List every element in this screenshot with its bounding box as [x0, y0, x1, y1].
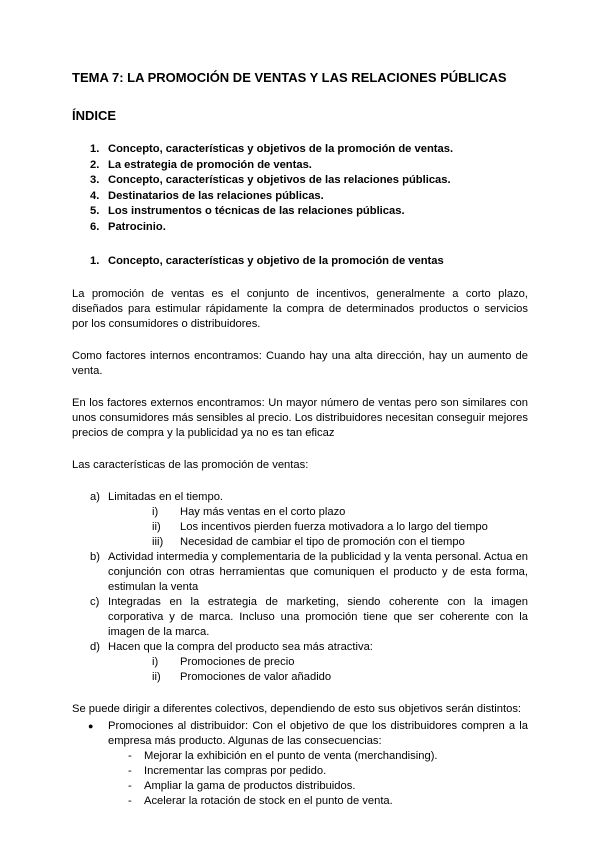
bullet-item [72, 719, 528, 809]
toc-text: La estrategia de promoción de ventas. [108, 158, 312, 171]
sub-list-item [108, 670, 528, 685]
bullet-icon: ● [88, 721, 94, 731]
dash-marker: - [128, 765, 132, 777]
toc-number: 3. [90, 174, 100, 186]
dash-text: Mejorar la exhibición en el punto de venta (merchandising). [144, 750, 438, 762]
sub-list-item [108, 655, 528, 670]
toc-item [72, 142, 528, 158]
list-marker: b) [90, 551, 100, 563]
sub-list-marker: i) [152, 656, 159, 668]
toc-text: Concepto, características y objetivos de la promoción de ventas. [108, 143, 454, 155]
toc-item [72, 158, 528, 174]
section-number: 1. [90, 255, 100, 267]
dash-marker: - [128, 750, 132, 762]
list-text: Limitadas en el tiempo. [108, 491, 224, 503]
sub-list-item [108, 505, 528, 520]
toc-number: 2. [90, 158, 100, 171]
toc-item [72, 204, 528, 220]
targets-list [72, 719, 528, 809]
paragraph-internal-factors: Como factores internos encontramos: Cuando hay una alta dirección, hay un aumento de venta. [72, 350, 528, 377]
dash-marker: - [128, 780, 132, 792]
index-heading: ÍNDICE [72, 108, 117, 123]
list-marker: d) [90, 641, 100, 653]
sub-list-text: Hay más ventas en el corto plazo [180, 506, 346, 518]
toc-item [72, 220, 528, 236]
toc-text: Destinatarios de las relaciones públicas. [108, 189, 324, 202]
toc-text: Concepto, características y objetivos de las relaciones públicas. [108, 174, 451, 186]
dash-marker: - [128, 795, 132, 807]
toc-number: 6. [90, 220, 100, 233]
list-text: Integradas en la estrategia de marketing, siendo coherente con la imagen corporativa y de marca. Incluso una promoción tiene que ser coherente con la imagen de la marca. [108, 596, 528, 638]
paragraph-characteristics-intro: Las características de las promoción de ventas: [72, 459, 309, 471]
section-heading [72, 253, 528, 269]
list-item [72, 550, 528, 595]
characteristics-list [72, 490, 528, 685]
sub-list [108, 655, 528, 685]
table-of-contents [72, 142, 528, 235]
document-title: TEMA 7: LA PROMOCIÓN DE VENTAS Y LAS RELACIONES PÚBLICAS [72, 70, 507, 85]
toc-number: 5. [90, 205, 100, 217]
sub-list-text: Promociones de precio [180, 656, 295, 668]
list-item [72, 490, 528, 550]
toc-item [72, 189, 528, 205]
toc-item [72, 173, 528, 189]
paragraph-external-factors: En los factores externos encontramos: Un mayor número de ventas pero son similares con unos consumidores más sensibles al precio. Los distribuidores necesitan conseguir mejores precios de compra y la publicidad ya no es tan eficaz [72, 397, 528, 439]
paragraph-definition: La promoción de ventas es el conjunto de incentivos, generalmente a corto plazo, diseñados para estimular rápidamente la compra de determinados productos o servicios por los consumidores o distribuidores. [72, 288, 528, 330]
list-item [72, 640, 528, 685]
dash-item [108, 749, 528, 764]
toc-text: Patrocinio. [108, 220, 166, 233]
list-item [72, 595, 528, 640]
toc-text: Los instrumentos o técnicas de las relaciones públicas. [108, 205, 405, 217]
sub-list-marker: iii) [152, 536, 164, 548]
section-title: Concepto, características y objetivo de la promoción de ventas [108, 255, 444, 267]
sub-list-text: Los incentivos pierden fuerza motivadora a lo largo del tiempo [180, 521, 488, 533]
dash-item [108, 764, 528, 779]
sub-list-marker: ii) [152, 521, 161, 533]
dash-item [108, 794, 528, 809]
dash-item [108, 779, 528, 794]
sub-list-text: Promociones de valor añadido [180, 671, 332, 683]
list-marker: a) [90, 491, 100, 503]
sub-list-item [108, 535, 528, 550]
list-text: Actividad intermedia y complementaria de la publicidad y la venta personal. Actua en conjunción con otras herramientas que comuniquen el producto y de esta forma, estimulan la venta [108, 551, 528, 593]
toc-number: 1. [90, 143, 100, 155]
dash-text: Acelerar la rotación de stock en el punto de venta. [144, 795, 393, 807]
sub-list [108, 505, 528, 550]
list-marker: c) [90, 596, 100, 608]
document-page [72, 70, 528, 809]
sub-list-marker: i) [152, 506, 159, 518]
bullet-text: Promociones al distribuidor: Con el objetivo de que los distribuidores compren a la empresa más producto. Algunas de las consecuencias: [108, 720, 528, 747]
dash-text: Ampliar la gama de productos distribuidos. [144, 780, 356, 792]
sub-list-marker: ii) [152, 671, 161, 683]
dash-text: Incrementar las compras por pedido. [144, 765, 327, 777]
sub-list-item [108, 520, 528, 535]
consequences-list [108, 749, 528, 809]
toc-number: 4. [90, 189, 100, 202]
paragraph-targets-intro: Se puede dirigir a diferentes colectivos, dependiendo de esto sus objetivos serán distintos: [72, 703, 522, 715]
list-text: Hacen que la compra del producto sea más atractiva: [108, 641, 373, 653]
sub-list-text: Necesidad de cambiar el tipo de promoción con el tiempo [180, 536, 465, 548]
